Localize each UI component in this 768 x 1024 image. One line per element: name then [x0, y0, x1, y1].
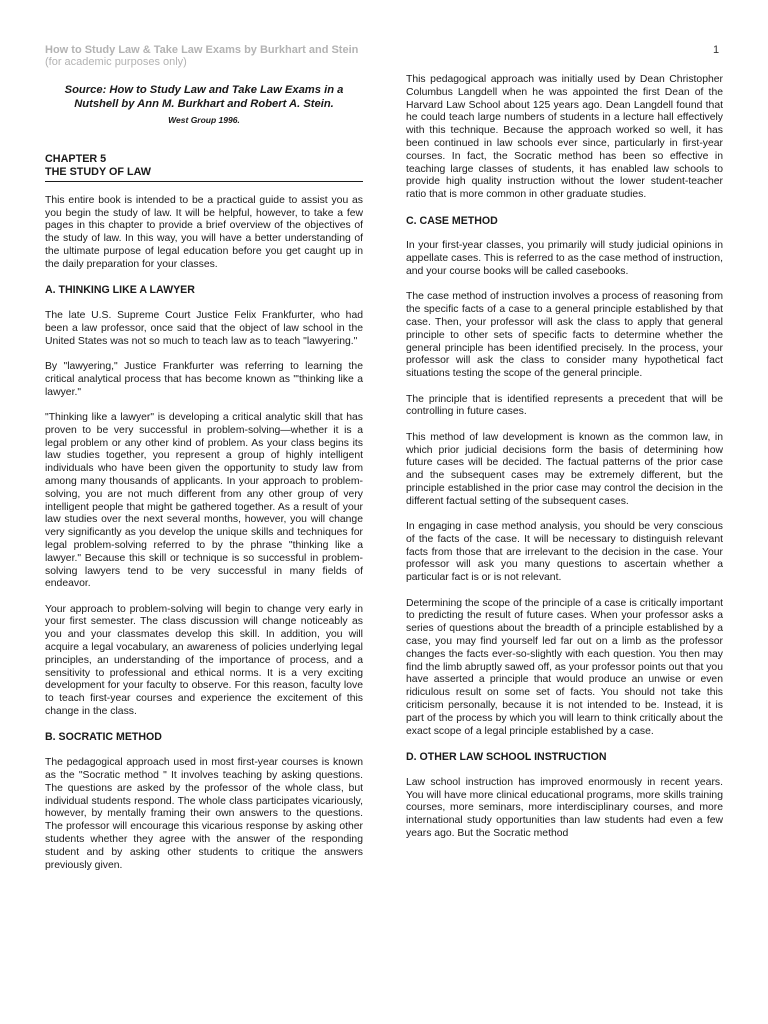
paragraph: The principle that is identified represents a precedent that will be controlling in future cases.	[406, 393, 723, 418]
source-publisher: West Group 1996.	[168, 115, 240, 125]
section-heading-case-method: C. CASE METHOD	[406, 214, 498, 227]
paragraph: The late U.S. Supreme Court Justice Felix Frankfurter, who had been a law professor, once said that the object of law school in the United States was not so much to teach law as to teach "lawyering."	[45, 309, 363, 347]
right-column	[406, 74, 723, 853]
paragraph: "Thinking like a lawyer" is developing a critical analytic skill that has proven to be very successful in problem-solving—whether it is a legal problem or any other kind of problem. As your class begins its law studies together, you represent a group of highly intelligent individuals who have been given the opportunity to study law from among many thousands of applicants. In your approach to problem-solving, you are not much different from any other group of very intelligent people that might be gathered together. As a result of your law studies over the next several months, however, you will change very significantly as you develop the unique skills and techniques for legal problem-solving referred to by the phrase "thinking like a lawyer." Because this skill or technique is so successful in problem-solving lawyers tend to be very successful in many fields of endeavor.	[45, 411, 363, 590]
running-header-title: How to Study Law & Take Law Exams by Burkhart and Stein	[45, 44, 359, 56]
paragraph: Determining the scope of the principle of a case is critically important to predicting the result of future cases. When your professor asks a series of questions about the breadth of a principle established by a case, you may find yourself led far out on a limb as the professor changes the facts ever-so-slightly with each question. You then may find the limb abruptly sawed off, as your professor points out that you have asserted a principle that would produce an unwise or even ridiculous result on some set of facts. You should not take this criticism personally, because it is not intended to be. Instead, it is part of the process by which you will learn to think critically about the exact scope of a legal principle established by a case.	[406, 597, 723, 737]
section-heading-socratic-method: B. SOCRATIC METHOD	[45, 731, 162, 744]
running-header-subtitle: (for academic purposes only)	[45, 56, 187, 68]
paragraph: The pedagogical approach used in most first-year courses is known as the "Socratic method " It involves teaching by asking questions. The questions are asked by the professor of the whole class, but individual students respond. The whole class participates vicariously, however, by mentally framing their own answers to the questions. The professor will encourage this vicarious response by asking other students whether they agree with the answer of the responding student and by asking other students to critique the answers previously given.	[45, 757, 363, 871]
section-heading-other-law-school-instruction: D. OTHER LAW SCHOOL INSTRUCTION	[406, 751, 607, 764]
left-column	[45, 74, 363, 885]
chapter-number: CHAPTER 5	[45, 152, 107, 165]
paragraph: Your approach to problem-solving will begin to change very early in your first semester. The class discussion will change noticeably as you and your classmates develop this skill. In addition, you will acquire a legal vocabulary, an awareness of policies underlying legal principles, an understanding of the importance of process, and a sensitivity to professional and ethical norms. It is a very exciting development for your faculty to observe. For this reason, faculty love to teach first-year courses and experience the excitement of this change in the class.	[45, 603, 363, 718]
chapter-title: THE STUDY OF LAW	[45, 165, 151, 178]
running-header	[45, 44, 358, 68]
intro-paragraph: This entire book is intended to be a practical guide to assist you as you begin the study of law. It will be helpful, however, to take a few pages in this chapter to provide a brief overview of the objectives of the study of law. In this way, you will have a better understanding of the ultimate purpose of legal education before you get caught up in the daily preparation for your classes.	[45, 194, 363, 270]
paragraph: This pedagogical approach was initially used by Dean Christopher Columbus Langdell when he was appointed the first Dean of the Harvard Law School about 125 years ago. Dean Langdell found that he could teach large numbers of students in a lecture hall effectively with this technique. Because the approach worked so well, it has been continued in law schools ever since, particularly in first-year courses. In fact, the Socratic method has been so effective in teaching large classes of students, it has enabled law schools to provide high quality instruction without the lower student-teacher ratio that is more common in other graduate studies.	[406, 74, 723, 201]
source-citation: Source: How to Study Law and Take Law Exams in a Nutshell by Ann M. Burkhart and Robert A. Stein.	[64, 84, 344, 110]
page-number: 1	[713, 44, 720, 56]
paragraph: In engaging in case method analysis, you should be very conscious of the facts of the case. It will be necessary to distinguish relevant facts from those that are irrelevant to the decision in the case. Your professor will ask you many questions to ascertain whether a particular fact is or is not relevant.	[406, 521, 723, 584]
paragraph: By "lawyering," Justice Frankfurter was referring to learning the critical analytical process that has become known as "'thinking like a lawyer."	[45, 360, 363, 398]
paragraph: The case method of instruction involves a process of reasoning from the specific facts of a case to a general principle established by that case. Then, your professor will ask the class to apply that general principle to other sets of specific facts to determine whether the general principle has been identified precisely. In the process, your professor will ask the class to consider many hypothetical fact situations testing the scope of the general principle.	[406, 291, 723, 380]
chapter-heading	[45, 153, 363, 182]
section-heading-thinking-like-a-lawyer: A. THINKING LIKE A LAWYER	[45, 284, 195, 297]
paragraph: Law school instruction has improved enormously in recent years. You will have more clinical educational programs, more skills training courses, more seminars, more interdisciplinary courses, and more international study opportunities than law students had even a few years ago. But the Socratic method	[406, 776, 723, 839]
paragraph: In your first-year classes, you primarily will study judicial opinions in appellate cases. This is referred to as the case method of instruction, and your course books will be called casebooks.	[406, 240, 723, 277]
paragraph: This method of law development is known as the common law, in which prior judicial decisions form the basis of determining how future cases will be decided. The factual patterns of the prior case and the subsequent cases may be extremely different, but the principle established in the prior case may control the decision in the different factual setting of the subsequent cases.	[406, 431, 723, 507]
